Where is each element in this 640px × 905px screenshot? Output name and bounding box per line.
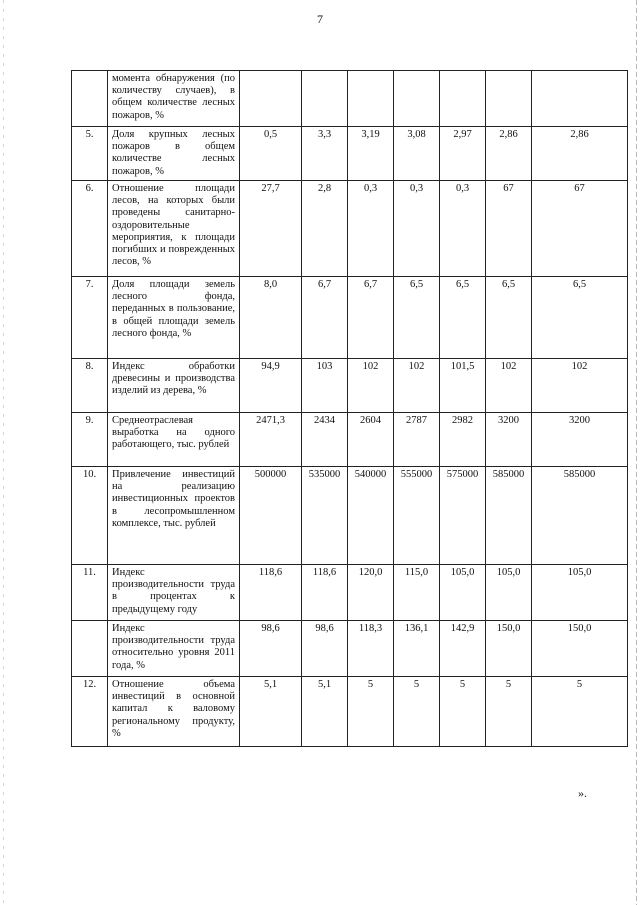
indicator-description: Доля крупных лесных пожаров в общем количестве лесных пожаров, % bbox=[108, 127, 240, 181]
indicator-description: Привлечение инвестиций на реализацию инвестиционных проектов в лесопромышленном комплексе, тыс. рублей bbox=[108, 467, 240, 565]
indicator-description: Доля площади земель лесного фонда, переданных в пользование, в общей площади земель лесного фонда, % bbox=[108, 277, 240, 359]
value-cell: 5 bbox=[532, 677, 628, 747]
value-cell: 150,0 bbox=[532, 621, 628, 677]
value-cell: 3,19 bbox=[348, 127, 394, 181]
value-cell: 2434 bbox=[302, 413, 348, 467]
table-row bbox=[72, 277, 628, 359]
value-cell: 0,3 bbox=[394, 181, 440, 277]
value-cell: 585000 bbox=[486, 467, 532, 565]
value-cell: 6,5 bbox=[486, 277, 532, 359]
value-cell: 2,8 bbox=[302, 181, 348, 277]
value-cell: 98,6 bbox=[240, 621, 302, 677]
row-number: 6. bbox=[72, 181, 108, 277]
value-cell bbox=[240, 71, 302, 127]
value-cell bbox=[532, 71, 628, 127]
value-cell: 3200 bbox=[486, 413, 532, 467]
value-cell bbox=[394, 71, 440, 127]
value-cell: 102 bbox=[394, 359, 440, 413]
value-cell bbox=[486, 71, 532, 127]
value-cell: 150,0 bbox=[486, 621, 532, 677]
value-cell: 5,1 bbox=[302, 677, 348, 747]
value-cell: 118,6 bbox=[240, 565, 302, 621]
table-row bbox=[72, 71, 628, 127]
value-cell bbox=[302, 71, 348, 127]
row-number: 9. bbox=[72, 413, 108, 467]
table-row bbox=[72, 677, 628, 747]
indicator-description: Отношение объема инвестиций в основной капитал к валовому региональному продукту, % bbox=[108, 677, 240, 747]
value-cell: 105,0 bbox=[440, 565, 486, 621]
value-cell: 575000 bbox=[440, 467, 486, 565]
value-cell: 102 bbox=[486, 359, 532, 413]
scan-edge-right bbox=[636, 0, 637, 905]
value-cell: 120,0 bbox=[348, 565, 394, 621]
page-number: 7 bbox=[317, 12, 323, 26]
value-cell: 2604 bbox=[348, 413, 394, 467]
value-cell: 115,0 bbox=[394, 565, 440, 621]
value-cell: 2,86 bbox=[486, 127, 532, 181]
indicator-description: Индекс обработки древесины и производства изделий из дерева, % bbox=[108, 359, 240, 413]
value-cell: 67 bbox=[532, 181, 628, 277]
table-row bbox=[72, 565, 628, 621]
table-row bbox=[72, 127, 628, 181]
value-cell: 3200 bbox=[532, 413, 628, 467]
value-cell: 6,5 bbox=[440, 277, 486, 359]
value-cell: 118,6 bbox=[302, 565, 348, 621]
value-cell: 535000 bbox=[302, 467, 348, 565]
value-cell: 3,3 bbox=[302, 127, 348, 181]
value-cell: 540000 bbox=[348, 467, 394, 565]
value-cell: 555000 bbox=[394, 467, 440, 565]
value-cell: 118,3 bbox=[348, 621, 394, 677]
table-row bbox=[72, 621, 628, 677]
value-cell bbox=[440, 71, 486, 127]
value-cell: 8,0 bbox=[240, 277, 302, 359]
closing-quote-mark: ». bbox=[578, 786, 587, 800]
value-cell: 2,97 bbox=[440, 127, 486, 181]
value-cell: 500000 bbox=[240, 467, 302, 565]
value-cell: 103 bbox=[302, 359, 348, 413]
indicator-description: Среднеотраслевая выработка на одного работающего, тыс. рублей bbox=[108, 413, 240, 467]
value-cell: 2982 bbox=[440, 413, 486, 467]
table-row bbox=[72, 359, 628, 413]
row-number: 7. bbox=[72, 277, 108, 359]
row-number: 12. bbox=[72, 677, 108, 747]
value-cell: 0,3 bbox=[440, 181, 486, 277]
value-cell: 101,5 bbox=[440, 359, 486, 413]
indicator-description: момента обнаружения (по количеству случаев), в общем количестве лесных пожаров, % bbox=[108, 71, 240, 127]
indicator-description: Отношение площади лесов, на которых были проведены санитарно-оздоровительные мероприятия, к площади погибших и поврежденных лесов, % bbox=[108, 181, 240, 277]
value-cell: 5 bbox=[440, 677, 486, 747]
value-cell: 105,0 bbox=[532, 565, 628, 621]
indicator-description: Индекс производительности труда в процентах к предыдущему году bbox=[108, 565, 240, 621]
value-cell: 5 bbox=[394, 677, 440, 747]
value-cell: 585000 bbox=[532, 467, 628, 565]
table-row bbox=[72, 181, 628, 277]
scan-edge-left bbox=[3, 0, 4, 905]
row-number: 11. bbox=[72, 565, 108, 621]
indicators-table bbox=[71, 70, 628, 747]
value-cell: 102 bbox=[348, 359, 394, 413]
value-cell: 2787 bbox=[394, 413, 440, 467]
indicator-description: Индекс производительности труда относительно уровня 2011 года, % bbox=[108, 621, 240, 677]
value-cell: 5 bbox=[348, 677, 394, 747]
row-number bbox=[72, 621, 108, 677]
value-cell: 142,9 bbox=[440, 621, 486, 677]
value-cell: 2471,3 bbox=[240, 413, 302, 467]
value-cell: 67 bbox=[486, 181, 532, 277]
value-cell bbox=[348, 71, 394, 127]
value-cell: 105,0 bbox=[486, 565, 532, 621]
table-row bbox=[72, 467, 628, 565]
value-cell: 5 bbox=[486, 677, 532, 747]
value-cell: 102 bbox=[532, 359, 628, 413]
value-cell: 27,7 bbox=[240, 181, 302, 277]
value-cell: 3,08 bbox=[394, 127, 440, 181]
value-cell: 94,9 bbox=[240, 359, 302, 413]
row-number bbox=[72, 71, 108, 127]
value-cell: 5,1 bbox=[240, 677, 302, 747]
value-cell: 6,7 bbox=[348, 277, 394, 359]
value-cell: 0,5 bbox=[240, 127, 302, 181]
row-number: 5. bbox=[72, 127, 108, 181]
row-number: 10. bbox=[72, 467, 108, 565]
table-row bbox=[72, 413, 628, 467]
value-cell: 6,5 bbox=[394, 277, 440, 359]
value-cell: 98,6 bbox=[302, 621, 348, 677]
value-cell: 6,7 bbox=[302, 277, 348, 359]
value-cell: 2,86 bbox=[532, 127, 628, 181]
value-cell: 136,1 bbox=[394, 621, 440, 677]
value-cell: 0,3 bbox=[348, 181, 394, 277]
row-number: 8. bbox=[72, 359, 108, 413]
value-cell: 6,5 bbox=[532, 277, 628, 359]
